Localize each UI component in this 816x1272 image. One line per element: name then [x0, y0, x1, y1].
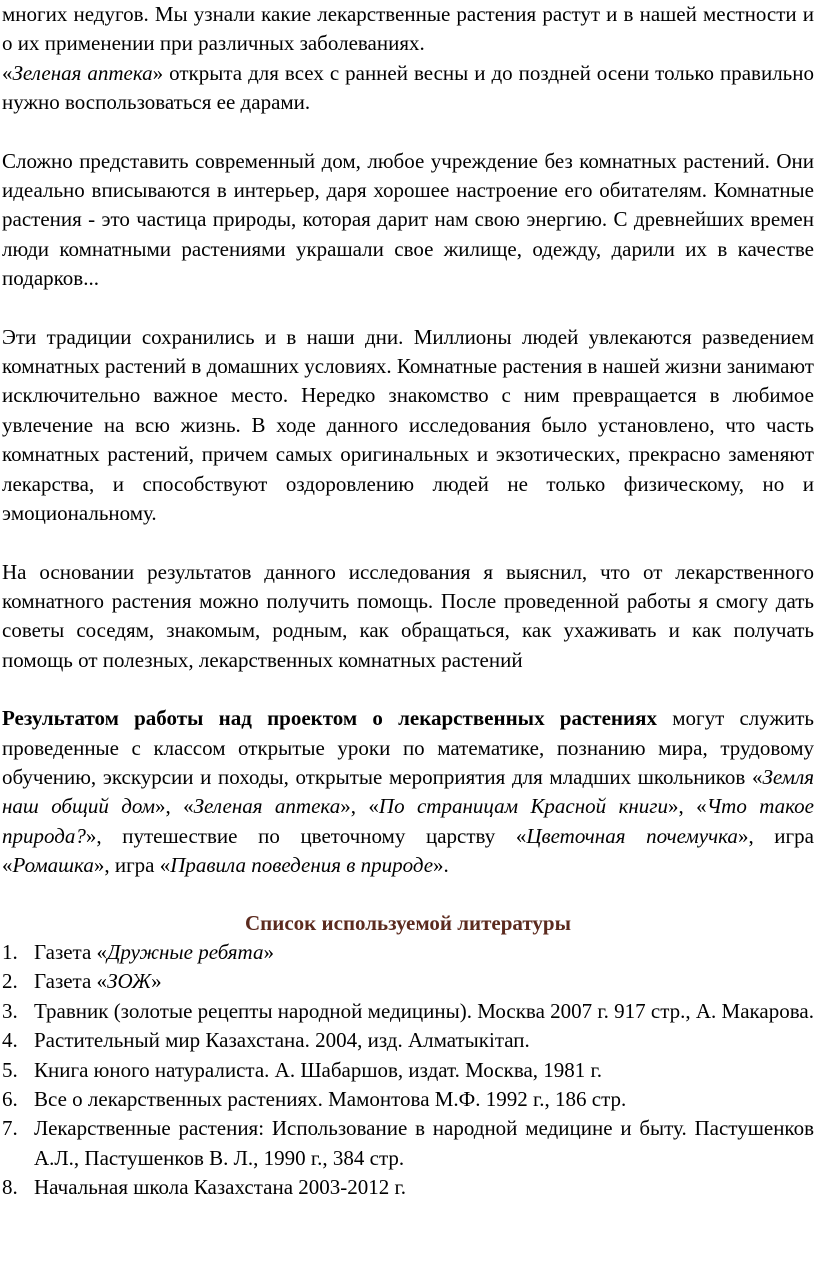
paragraph-results	[2, 704, 814, 880]
results-text-7: », игра «	[93, 853, 171, 878]
results-italic-6: Ромашка	[12, 853, 94, 878]
paragraph-intro-text-1: многих недугов. Мы узнали какие лекарственные растения растут и в нашей местности и о их применении при различных заболеваниях.	[2, 2, 814, 56]
reference-item	[2, 1056, 814, 1085]
results-text-8: ».	[433, 853, 449, 878]
results-italic-3: По страницам Красной книги	[378, 794, 669, 819]
results-italic-7: Правила поведения в природе	[170, 853, 434, 878]
results-italic-5: Цветочная почемучка	[526, 823, 738, 848]
reference-number: 4.	[2, 1028, 18, 1053]
reference-text: Книга юного натуралиста. А. Шабаршов, издат. Москва, 1981 г.	[34, 1057, 603, 1082]
reference-item	[2, 938, 814, 967]
reference-number: 2.	[2, 969, 18, 994]
results-text-2: », «	[154, 794, 194, 819]
paragraph-traditions: Эти традиции сохранились и в наши дни. Миллионы людей увлекаются разведением комнатных растений в домашних условиях. Комнатные растения в нашей жизни занимают исключительно важное место. Нередко знакомство с ним превращается в любимое увлечение на всю жизнь. В ходе данного исследования было установлено, что часть комнатных растений, причем самых оригинальных и экзотических, прекрасно заменяют лекарства, и способствуют оздоровлению людей не только физическому, но и эмоциональному.	[2, 324, 814, 526]
references-list	[2, 938, 814, 1203]
paragraph-houseplants: Сложно представить современный дом, любое учреждение без комнатных растений. Они идеально вписываются в интерьер, даря хорошее настроение его обитателям. Комнатные растения - это частица природы, которая дарит нам свою энергию. С древнейших времен люди комнатными растениями украшали свое жилище, одежду, дарили их в качестве подарков...	[2, 148, 814, 291]
results-text-3: », «	[340, 794, 379, 819]
reference-text: Газета «	[34, 969, 108, 994]
reference-number: 5.	[2, 1057, 18, 1082]
paragraph-conclusion: На основании результатов данного исследования я выяснил, что от лекарственного комнатного растения можно получить помощь. После проведенной работы я смогу дать советы соседям, знакомым, родным, как обращаться, как ухаживать и как получать помощь от полезных, лекарственных комнатных растений	[2, 559, 814, 672]
results-italic-4: Что такое природа?	[2, 794, 815, 848]
references-title: Список используемой литературы	[245, 910, 571, 935]
reference-number: 7.	[2, 1116, 18, 1141]
reference-italic: Дружные ребята	[107, 939, 264, 964]
results-italic-1: Земля наш общий дом	[2, 764, 814, 819]
reference-item	[2, 1114, 814, 1173]
reference-text: Лекарственные растения: Использование в народной медицине и быту. Пастушенков А.Л., Пастушенков В. Л., 1990 г., 384 стр.	[34, 1116, 814, 1170]
results-bold-lead: Результатом работы над проектом о лекарственных растениях	[2, 706, 657, 731]
reference-item	[2, 1026, 814, 1055]
quote-open: «	[2, 60, 13, 85]
reference-number: 1.	[2, 939, 18, 964]
results-text-1: могут служить проведенные с классом открытые уроки по математике, познанию мира, трудовому обучению, экскурсии и походы, открытые мероприятия для младших школьников «	[2, 706, 814, 789]
paragraph-intro	[2, 0, 814, 118]
reference-item	[2, 1173, 814, 1202]
reference-text: Начальная школа Казахстана 2003-2012 г.	[34, 1175, 407, 1200]
reference-number: 3.	[2, 998, 18, 1023]
reference-text: »	[151, 969, 162, 994]
reference-text: »	[263, 939, 274, 964]
reference-item	[2, 967, 814, 996]
results-text-5: », путешествие по цветочному царству «	[85, 823, 527, 848]
reference-text: Все о лекарственных растениях. Мамонтова М.Ф. 1992 г., 186 стр.	[34, 1087, 627, 1111]
reference-text: Растительный мир Казахстана. 2004, изд. Алматыкітап.	[34, 1028, 530, 1053]
reference-item	[2, 997, 814, 1026]
reference-item	[2, 1085, 814, 1114]
reference-number: 8.	[2, 1175, 18, 1200]
reference-italic: ЗОЖ	[107, 969, 152, 994]
italic-title-green-pharmacy: Зеленая аптека	[12, 60, 153, 85]
reference-text: Газета «	[34, 939, 108, 964]
reference-number: 6.	[2, 1087, 18, 1111]
results-text-6: », игра «	[2, 823, 814, 878]
results-italic-2: Зеленая аптека	[193, 794, 341, 819]
paragraph-intro-text-2: открыта для всех с ранней весны и до поздней осени только правильно нужно воспользоваться ее дарами.	[2, 60, 814, 115]
quote-close: »	[152, 60, 164, 85]
results-text-4: », «	[668, 794, 707, 819]
reference-text: Травник (золотые рецепты народной медицины). Москва 2007 г. 917 стр., А. Макарова.	[34, 998, 814, 1023]
